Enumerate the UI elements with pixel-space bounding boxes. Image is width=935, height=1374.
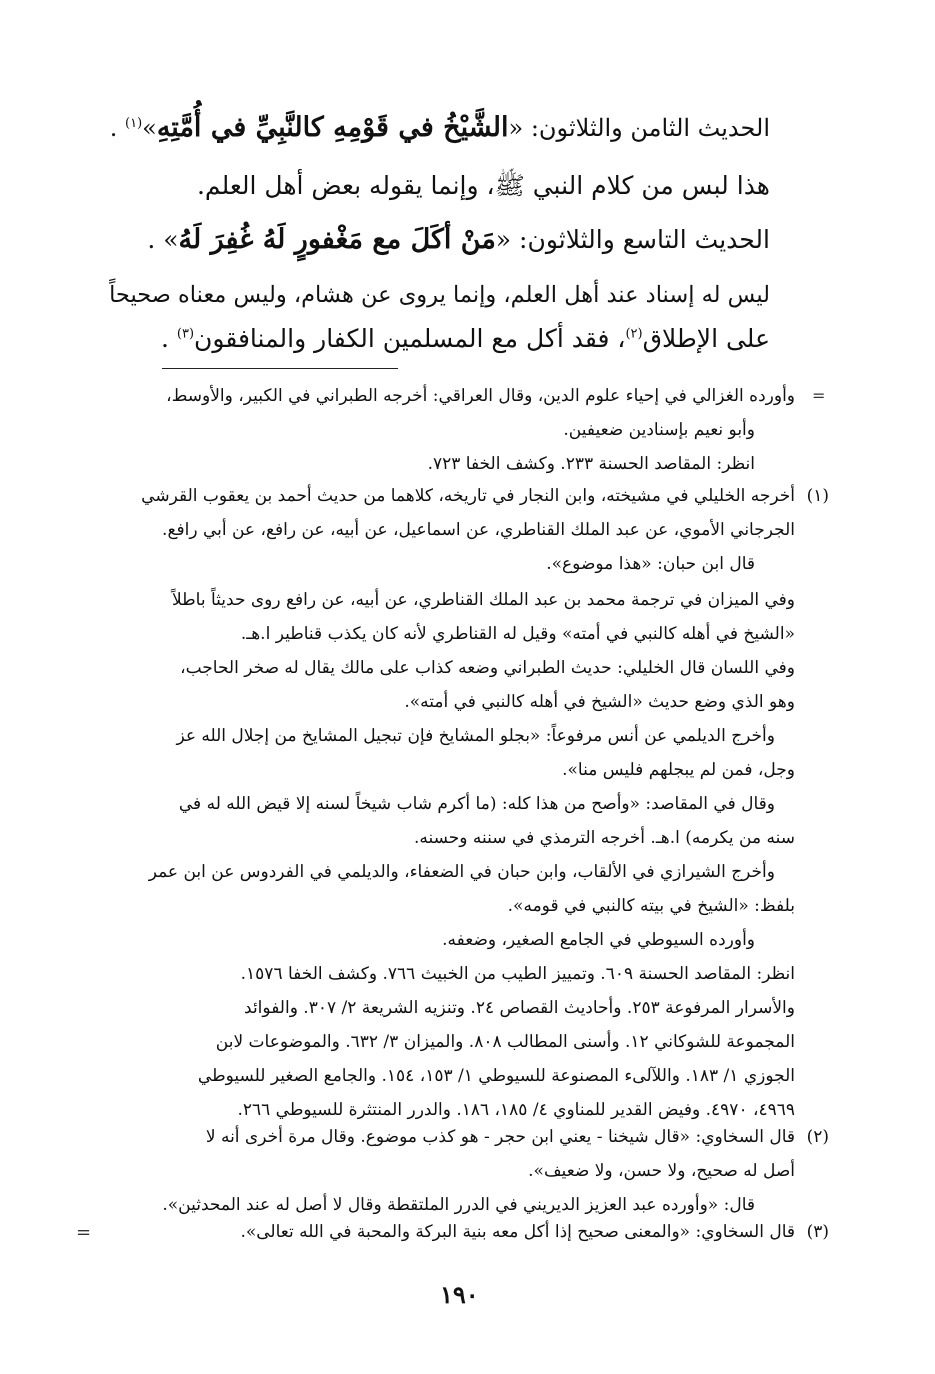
fn1-line: سنه من يكرمه) ا.هـ. أخرجه الترمذي في سننه وحسنه. [413,828,795,848]
fn1-line: وقال في المقاصد: «وأصح من هذا كله: (ما أكرم شاب شيخاً لسنه إلا قيض الله له في [178,794,775,814]
fn2-line: قال: «وأورده عبد العزيز الديريني في الدرر الملتقطة وقال لا أصل له عند المحدثين». [162,1195,755,1215]
line5-part-a: على الإطلاق [642,324,770,353]
hadith-38-end: . [109,114,125,142]
hadith-39-text: مَنْ أكَلَ مع مَغْفورٍ لَهُ غُفِرَ لَهُ [178,224,496,255]
fn1-line: وفي اللسان قال الخليلي: حديث الطبراني وضعه كذاب على مالك يقال له صخر الحاجب، [180,658,795,678]
fn1-line: وهو الذي وضع حديث «الشيخ في أهله كالنبي في أمته». [404,692,795,712]
fn1-line: بلفظ: «الشيخ في بيته كالنبي في قومه». [507,896,795,916]
fn2-line: أصل له صحيح، ولا حسن، ولا ضعيف». [528,1161,795,1181]
footnote-1-number: (١) [806,486,829,506]
fn1-line: المجموعة للشوكاني ١٢. وأسنى المطالب ٨٠٨. والميزان ٣/ ٦٣٢. والموضوعات لابن [215,1032,795,1052]
hadith-39-close: » . [147,225,179,254]
page-number: ١٩٠ [440,1280,479,1309]
main-paragraph-line-2: هذا لبس من كلام النبي ﷺ، وإنما يقوله بعض أهل العلم. [196,171,770,200]
fn1-line: والأسرار المرفوعة ٢٥٣. وأحاديث القصاص ٢٤. وتنزيه الشريعة ٢/ ٣٠٧. والفوائد [244,998,795,1018]
hadith-39-intro: الحديث التاسع والثلاثون: « [495,225,770,254]
footnote-separator [162,368,398,369]
fn1-line: وفي الميزان في ترجمة محمد بن عبد الملك القناطري، عن أبيه، عن رافع روى حديثاً باطلاً [171,590,795,610]
fn1-line: وجل، فمن لم يبجلهم فليس منا». [562,760,795,780]
footnote-3-number: (٣) [806,1222,829,1242]
main-paragraph-line-5 [110,324,770,353]
fn1-line: ٤٩٦٩، ٤٩٧٠. وفيض القدير للمناوي ٤/ ١٨٥، ١٨٦. والدرر المنتثرة للسيوطي ٢٦٦. [237,1100,795,1120]
footnote-ref-1: (١) [125,116,143,131]
fn-cont-line: وأبو نعيم بإسنادين ضعيفين. [563,420,755,440]
fn-cont-line: وأورده الغزالي في إحياء علوم الدين، وقال العراقي: أخرجه الطبراني في الكبير، والأوسط، [166,386,795,406]
fn1-line: الجوزي ١/ ١٨٣. واللآلىء المصنوعة للسيوطي ١/ ١٥٣، ١٥٤. والجامع الصغير للسيوطي [197,1066,795,1086]
line5-end: . [161,324,177,353]
fn1-line: الجرجاني الأموي، عن عبد الملك القناطري، عن اسماعيل، عن أبيه، عن رافع، عن أبي رافع. [162,520,795,540]
footnote-ref-2: (٢) [625,326,643,342]
hadith-38-text: الشَّيْخُ في قَوْمِهِ كالنَّبِيِّ في أُمَّتِهِ [156,112,509,143]
hadith-38-line [110,112,770,143]
fn3-line: قال السخاوي: «والمعنى صحيح إذا أكل معه بنية البركة والمحبة في الله تعالى». [240,1222,795,1242]
hadith-38-close: » [142,114,157,142]
fn1-line: «الشيخ في أهله كالنبي في أمته» وقيل له القناطري لأنه كان يكذب قناطير ا.هـ. [240,624,795,644]
fn1-line: انظر: المقاصد الحسنة ٦٠٩. وتمييز الطيب من الخبيث ٧٦٦. وكشف الخفا ١٥٧٦. [240,964,795,984]
margin-mark: = [812,386,826,405]
footnote-2-number: (٢) [806,1127,829,1147]
hadith-39-line [110,224,770,255]
fn2-line: قال السخاوي: «قال شيخنا - يعني ابن حجر - هو كذب موضوع. وقال مرة أخرى أنه لا [205,1127,795,1147]
fn1-line: وأورده السيوطي في الجامع الصغير، وضعفه. [442,930,755,950]
footnote-ref-3: (٣) [176,326,195,342]
hadith-38-intro: الحديث الثامن والثلاثون: « [508,114,770,142]
fn-cont-line: انظر: المقاصد الحسنة ٢٣٣. وكشف الخفا ٧٢٣. [427,454,755,474]
main-paragraph-line-4: ليس له إسناد عند أهل العلم، وإنما يروى عن هشام، وليس معناه صحيحاً [109,282,770,308]
fn1-line: وأخرج الشيرازي في الألقاب، وابن حبان في الضعفاء، والديلمي في الفردوس عن ابن عمر [148,862,775,882]
fn1-line: وأخرج الديلمي عن أنس مرفوعاً: «بجلو المشايخ فإن تبجيل المشايخ من إجلال الله عز [176,726,775,746]
fn1-line: قال ابن حبان: «هذا موضوع». [546,554,755,574]
margin-mark-2: = [76,1222,92,1243]
line5-part-b: ، فقد أكل مع المسلمين الكفار والمنافقون [194,324,626,353]
fn1-line: أخرجه الخليلي في مشيخته، وابن النجار في تاريخه، كلاهما من حديث أحمد بن يعقوب القرشي [141,486,795,506]
